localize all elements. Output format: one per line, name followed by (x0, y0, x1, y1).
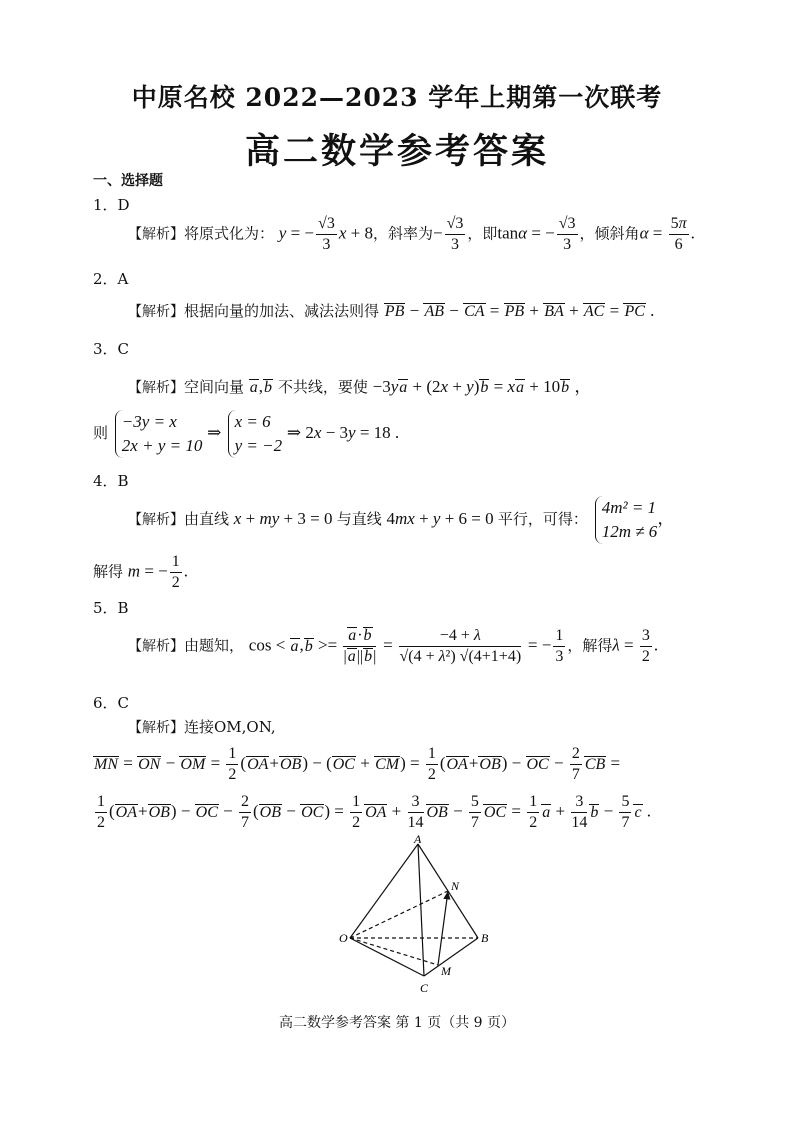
q4-answer: 4．B (93, 472, 129, 490)
label-A: A (414, 834, 422, 846)
edge-OA (350, 844, 418, 938)
q6-formula-line1: MN = ON − OM = $\frac{1}{2}$ (OA+OB) − (OC + CM) = $\frac{1}{2}$ (OA+OB) − OC − $\frac{2}{7}$ CB = (94, 745, 621, 783)
q1-explanation: 【解析】将原式化为： y = − $\frac{√3}{3}$ x + 8，斜率为− $\frac{√3}{3}$ ，即tanα = − $\frac{√3}{3}$ ，倾斜角α = $\frac{5\pi}{6}$ . (128, 215, 695, 253)
vector-MN (438, 891, 448, 965)
q1-answer: 1．D (93, 196, 130, 214)
q3-system: 则 −3y = x 2x + y = 10 ⇒ x = 6 y = −2 ⇒ 2x − 3y = 18 . (93, 410, 399, 458)
q6-formula-line2: $\frac{1}{2}$ (OA+OB) − OC − $\frac{2}{7}$ (OB − OC) = $\frac{1}{2}$ OA + $\frac{3}{14}$ OB − $\frac{5}{7}$ OC = $\frac{1}{2}$ a + $\frac{3}{14}$ b − $\frac{5}{7}$ c . (97, 793, 652, 831)
label-C: C (420, 981, 429, 995)
q4-explanation: 【解析】由直线 x + my + 3 = 0 与直线 4mx + y + 6 = 0 平行，可得： 4m² = 1 12m ≠ 6 ， (128, 496, 674, 544)
page-footer: 高二数学参考答案 第 1 页（共 9 页） (278, 1015, 516, 1031)
edge-CB (424, 938, 478, 976)
label-B: B (481, 931, 489, 945)
q3-explanation: 【解析】空间向量 a,b 不共线，要使 −3ya + (2x + y)b = xa + 10b ， (128, 377, 592, 396)
section-heading: 一、选择题 (93, 173, 163, 189)
label-O: O (339, 931, 348, 945)
segment-ON (350, 891, 448, 938)
q2-answer: 2．A (93, 270, 129, 288)
q6-explanation: 【解析】连接OM,ON, (128, 718, 276, 736)
q2-explanation: 【解析】根据向量的加法、减法法则得 PB − AB − CA = PB + BA + AC = PC . (128, 301, 655, 320)
q4-result: 解得 m = − $\frac{1}{2}$ . (93, 553, 189, 591)
tetrahedron-figure (330, 834, 500, 998)
page-title: 高二数学参考答案 (244, 131, 549, 172)
label-N: N (451, 879, 460, 893)
exam-title: 中原名校 2022—2023 学年上期第一次联考 (131, 83, 663, 112)
edge-AC (418, 844, 424, 976)
label-M: M (441, 964, 451, 978)
q3-answer: 3．C (93, 340, 130, 358)
q5-answer: 5．B (93, 599, 129, 617)
q5-explanation: 【解析】由题知， cos < a,b >= $\frac{a\cdot b}{|a||b|}$ = $\frac{-4 + \lambda}{\text{√(4 + λ²) √(4+1+4)}}$ = − $\frac{1}{3}$ ，解得λ = $\frac{3}{2}$ . (128, 627, 659, 665)
analysis-tag: 【解析】 (128, 226, 184, 243)
q6-answer: 6．C (93, 694, 130, 712)
